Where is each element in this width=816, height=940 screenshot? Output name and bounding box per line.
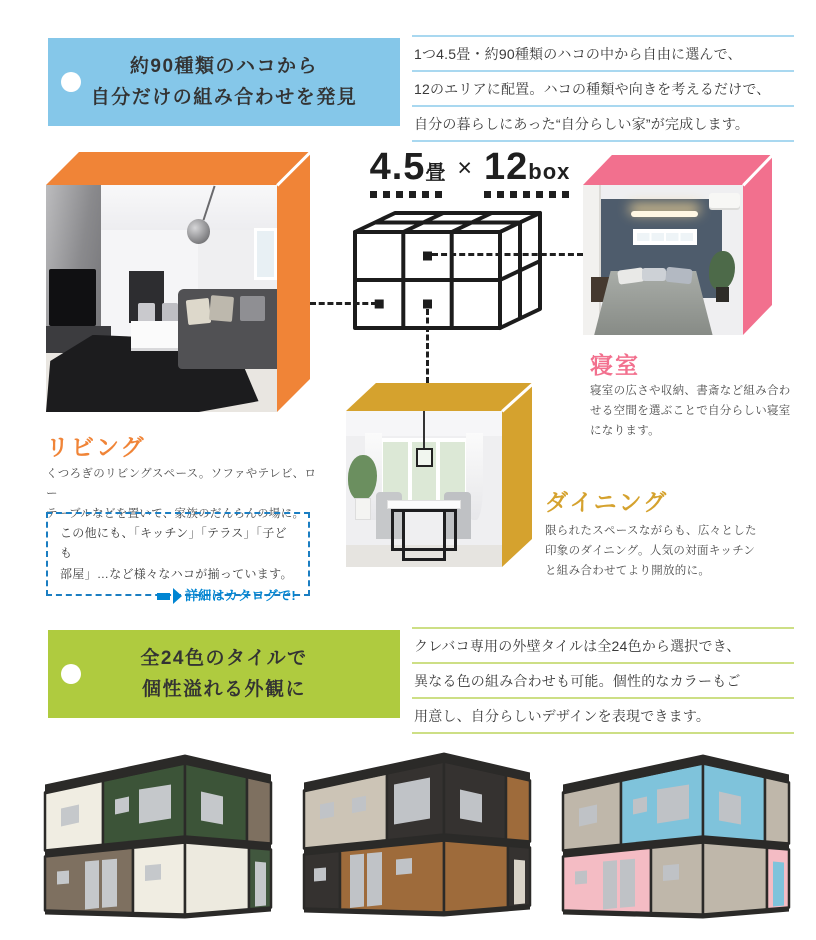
feature2-title [140,643,307,706]
living-arc-lamp [187,219,210,244]
house2-upper-side-far [506,775,530,841]
bullet-dot [61,72,81,92]
house3-window [657,785,689,824]
house-illustration-charcoal [292,741,542,929]
connector-dining-dash [426,309,429,383]
house1-window [57,871,69,885]
bedroom-side-wall [583,185,601,335]
house-illustration-blue-pink [551,743,801,931]
living-desc-line1: くつろぎのリビングスペース。ソファやテレビ、ロー [46,468,317,501]
feature2-intro [412,627,794,734]
bedroom-description [590,381,805,441]
house2-window [314,868,326,882]
dining-photo-box [346,383,532,567]
size-value: 4.5 [369,146,426,188]
count-value-group [484,146,570,198]
living-tv [49,269,95,326]
callout-line2: 部屋」…など様々なハコが揃っています。 [60,566,293,581]
house3-sliding-door [620,859,635,908]
bedroom-plant [709,251,735,290]
house1-window [201,792,223,825]
feature1-title-box [48,38,400,126]
catalog-link[interactable] [60,585,296,607]
dining-desc-line1: 限られたスペースながらも、広々とした [545,525,757,537]
house3-window [663,864,679,881]
bullet-dot [61,664,81,684]
living-room-photo [46,185,277,412]
feature1-intro-line3: 自分の暮らしにあった“自分らしい家”が完成します。 [412,105,794,142]
count-value: 12 [484,146,529,188]
feature2-intro-line3: 用意し、自分らしいデザインを表現できます。 [412,697,794,734]
box-grid-diagram [340,199,550,334]
dining-photo [346,411,502,567]
house1-window [115,797,129,815]
living-photo-box [46,152,310,412]
feature2-intro-line2: 異なる色の組み合わせも可能。個性的なカラーもご [412,662,794,697]
living-window [254,228,277,280]
size-value-group [370,146,446,198]
feature1-intro [412,35,794,142]
feature2-title-line1: 全24色のタイルで [140,647,308,669]
house2-door [514,860,525,905]
house3-window [633,797,647,815]
size-heading [330,146,610,198]
house2-window [394,778,430,825]
house1-sliding-door [102,859,117,908]
house2-lower-side [444,841,508,913]
house2-window [460,790,482,823]
bedroom-box-top-face [583,155,772,185]
bedroom-photo-box [583,155,772,335]
feature1-title-line1: 約90種類のハコから [129,55,319,77]
house1-window [139,785,171,824]
feature1-title [91,51,358,114]
house2-sliding-door [367,852,382,907]
right-arrow-icon [173,588,182,604]
feature2-title-line2: 個性溢れる外観に [141,679,306,700]
house3-window [575,871,587,885]
dining-box-side-face [502,383,532,567]
dining-plant-pot [355,498,371,520]
right-arrow-icon [157,593,170,600]
more-boxes-callout [46,512,310,604]
bedroom-plant-pot [716,287,729,302]
feature1-intro-line2: 12のエリアに配置。ハコの種類や向きを考えるだけで、 [412,70,794,105]
dining-pendant-cord [423,411,425,450]
callout-line1: この他にも、「キッチン」「テラス」「子ども [60,526,287,561]
house2-sliding-door [350,854,364,908]
house1-lower-side [185,843,249,915]
bedroom-pillow [665,266,692,284]
house3-window [719,792,741,825]
house1-upper-side-far [247,777,271,843]
bedroom-photo [583,185,743,335]
bedroom-desc-line1: 寝室の広さや収納、書斎など組み合わ [590,385,791,397]
house3-upper-side-far [765,777,789,843]
feature1-intro-line1: 1つ4.5畳・約90種類のハコの中から自由に選んで、 [412,35,794,70]
dining-table-frame [402,509,446,560]
marker-dining-cell [423,300,432,309]
catalog-link-label: 詳細はカタログで! [184,588,296,604]
size-unit: 畳 [425,162,446,184]
house-illustration-green [33,743,283,931]
house2-window [320,802,334,819]
house1-door [255,862,266,907]
bedroom-label: 寝室 [590,352,640,378]
dining-description [545,521,770,581]
dining-label: ダイニング [545,489,669,515]
house3-door [773,862,784,907]
house2-window [352,796,366,813]
house1-window [145,864,161,881]
bedroom-pillow [642,268,666,282]
dining-pendant-light [416,448,433,467]
feature1-title-line2: 自分だけの組み合わせを発見 [90,87,358,108]
feature2-title-box [48,630,400,718]
house2-window [396,858,412,875]
house1-sliding-door [85,860,99,909]
dining-table [387,500,462,509]
living-cushion [240,296,265,321]
count-unit: box [528,159,571,184]
living-cushion [209,295,234,322]
bedroom-air-conditioner [709,193,739,208]
marker-bedroom-cell [423,252,432,261]
dining-desc-line3: と組み合わせてより開放的に。 [545,565,711,578]
bedroom-window [633,229,697,246]
connector-living-dash [310,302,377,305]
living-box-top-face [46,152,310,185]
living-cushion [186,297,212,324]
times-symbol: × [457,154,473,182]
living-desc-line2: テーブルなどを置いて、家族のだんらんの場に。 [46,508,305,521]
living-box-side-face [277,152,310,412]
bedroom-desc-line3: になります。 [590,425,660,438]
living-label: リビング [46,434,146,460]
connector-bedroom-dash [432,253,583,256]
bedroom-desc-line2: せる空間を選ぶことで自分らしい寝室 [590,405,791,418]
feature2-intro-line1: クレバコ専用の外壁タイルは全24色から選択でき、 [412,627,794,662]
house3-sliding-door [603,860,617,909]
house3-lower-side [703,843,767,915]
dining-desc-line2: 印象のダイニング。人気の対面キッチン [545,545,756,558]
bedroom-light-bar [631,211,698,218]
